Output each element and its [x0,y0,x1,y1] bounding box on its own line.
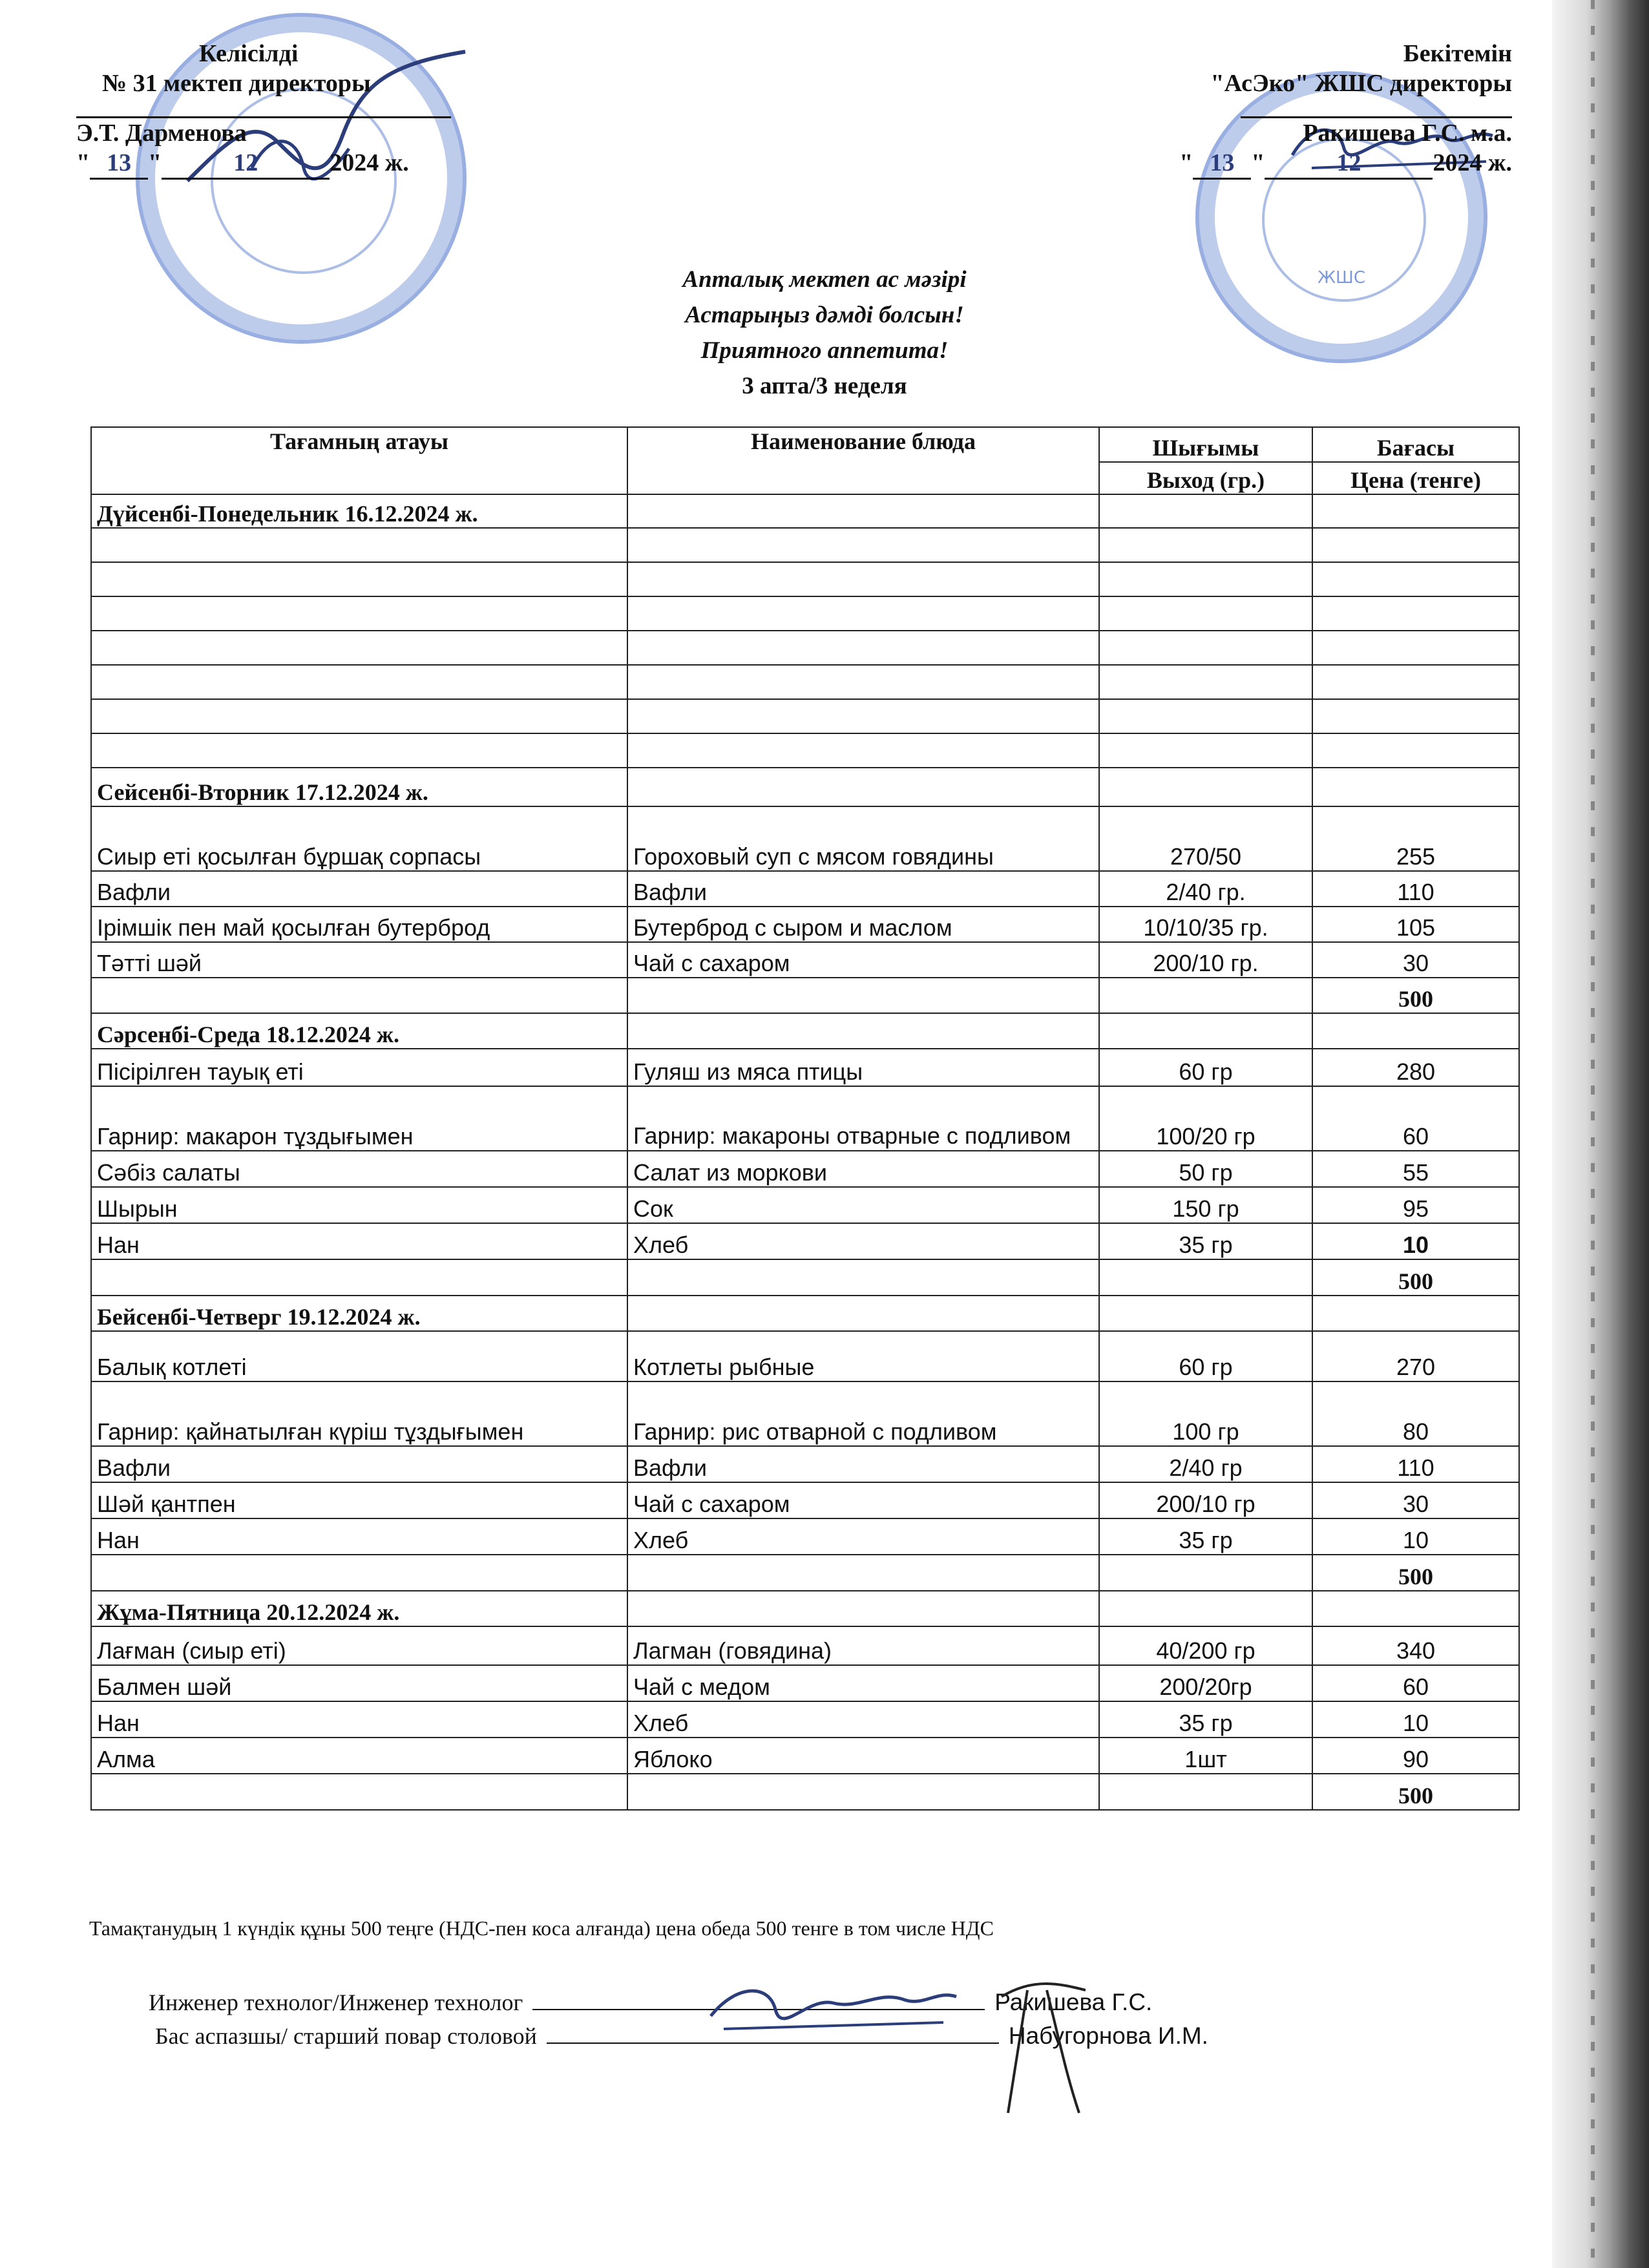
header-yield-kz: Шығымы [1099,427,1312,462]
approval-right [1111,39,1512,180]
dish-ru: Гуляш из мяса птицы [627,1049,1099,1086]
dish-price: 105 [1312,907,1519,942]
company-stamp-label: ЖШС [1318,268,1365,288]
day-total: 500 [1312,978,1519,1013]
dish-kz: Сиыр еті қосылған бұршақ сорпасы [91,806,627,871]
table-row [91,1223,1519,1259]
dish-ru: Чай с сахаром [627,1482,1099,1518]
day-label: Дүйсенбі-Понедельник 16.12.2024 ж. [91,494,627,528]
engineer-role: Инженер технолог/Инженер технолог [149,1990,523,2015]
dish-yield: 35 гр [1099,1701,1312,1738]
table-row [91,1518,1519,1555]
table-row [91,1381,1519,1446]
dish-ru: Бутерброд с сыром и маслом [627,907,1099,942]
day-row-tuesday [91,768,1519,806]
title-line-2: Астарыңыз дәмді болсын! [685,302,964,328]
table-row [91,699,1519,733]
price-footnote: Тамақтанудың 1 күндік құны 500 теңге (НДС-пен коса алғанда) цена обеда 500 тенге в том числе НДС [89,1916,994,1940]
dish-yield: 60 гр [1099,1331,1312,1381]
total-row [91,1555,1519,1591]
approval-right-position: "АсЭко" ЖШС директоры [1210,70,1512,97]
dish-ru: Гарнир: макароны отварные с подливом [627,1086,1099,1151]
day-row-wednesday [91,1013,1519,1049]
table-row [91,1701,1519,1738]
header-yield-ru: Выход (гр.) [1099,462,1312,494]
dish-kz: Гарнир: қайнатылған күріш тұздығымен [91,1381,627,1446]
dish-ru: Лагман (говядина) [627,1626,1099,1665]
dish-ru: Вафли [627,1446,1099,1482]
approval-right-title: Бекітемін [1403,40,1512,67]
dish-ru: Чай с медом [627,1665,1099,1701]
approval-right-date: " 13 " 12 2024 ж. [1111,148,1512,180]
day-row-friday [91,1591,1519,1626]
day-label: Бейсенбі-Четверг 19.12.2024 ж. [91,1296,627,1331]
dish-kz: Шәй қантпен [91,1482,627,1518]
table-row [91,1331,1519,1381]
dish-ru: Хлеб [627,1518,1099,1555]
total-row [91,1259,1519,1296]
dish-yield: 200/20гр [1099,1665,1312,1701]
approval-left [76,39,470,180]
dish-yield: 50 гр [1099,1151,1312,1187]
dish-kz: Шырын [91,1187,627,1223]
engineer-signature [698,1964,1111,2119]
engineer-name: Ракишева Г.С. [994,1989,1153,2015]
dish-ru: Салат из моркови [627,1151,1099,1187]
table-row [91,1482,1519,1518]
table-row [91,907,1519,942]
approval-left-title: Келісілді [199,40,299,67]
dish-kz: Вафли [91,871,627,907]
approval-left-position: № 31 мектеп директоры [102,70,371,97]
table-row [91,1626,1519,1665]
table-row [91,1086,1519,1151]
approval-left-name: Э.Т. Дарменова [76,120,247,147]
dish-ru: Яблоко [627,1738,1099,1774]
dish-kz: Балық котлеті [91,1331,627,1381]
table-row [91,596,1519,631]
header-kz-name: Тағамның атауы [91,427,627,494]
dish-kz: Нан [91,1701,627,1738]
day-total: 500 [1312,1259,1519,1296]
dish-price: 30 [1312,1482,1519,1518]
dish-price: 80 [1312,1381,1519,1446]
day-row-thursday [91,1296,1519,1331]
dish-ru: Сок [627,1187,1099,1223]
dish-yield: 150 гр [1099,1187,1312,1223]
menu-table [90,426,1520,1811]
title-line-1: Апталық мектеп ас мәзірі [682,266,967,293]
day-label: Жұма-Пятница 20.12.2024 ж. [91,1591,627,1626]
dish-price: 30 [1312,942,1519,978]
dish-yield: 200/10 гр [1099,1482,1312,1518]
dish-ru: Гороховый суп с мясом говядины [627,806,1099,871]
day-total: 500 [1312,1555,1519,1591]
table-row [91,1665,1519,1701]
table-row [91,562,1519,596]
dish-kz: Пісірілген тауық еті [91,1049,627,1086]
dish-price: 60 [1312,1665,1519,1701]
title-line-4: 3 апта/3 неделя [742,373,907,399]
dish-ru: Хлеб [627,1223,1099,1259]
approval-right-name: Ракишева Г.С. м.а. [1303,120,1512,147]
dish-price: 270 [1312,1331,1519,1381]
dish-yield: 60 гр [1099,1049,1312,1086]
dish-price: 110 [1312,871,1519,907]
dish-price: 95 [1312,1187,1519,1223]
day-label: Сәрсенбі-Среда 18.12.2024 ж. [91,1013,627,1049]
dish-kz: Нан [91,1223,627,1259]
dish-price: 10 [1312,1518,1519,1555]
table-row [91,1151,1519,1187]
dish-kz: Тәтті шәй [91,942,627,978]
total-row [91,978,1519,1013]
table-row [91,1738,1519,1774]
dish-ru: Чай с сахаром [627,942,1099,978]
menu-title [0,262,1649,404]
dish-ru: Хлеб [627,1701,1099,1738]
dish-kz: Балмен шәй [91,1665,627,1701]
table-row [91,733,1519,768]
header-price-kz: Бағасы [1312,427,1519,462]
dish-kz: Сәбіз салаты [91,1151,627,1187]
dish-price: 340 [1312,1626,1519,1665]
dish-price: 10 [1312,1701,1519,1738]
dish-price: 90 [1312,1738,1519,1774]
dish-kz: Нан [91,1518,627,1555]
approval-left-date: " 13 " 12 2024 ж. [76,148,470,180]
day-label: Сейсенбі-Вторник 17.12.2024 ж. [91,768,627,806]
dish-yield: 1шт [1099,1738,1312,1774]
table-row [91,528,1519,562]
dish-price: 255 [1312,806,1519,871]
header-price-ru: Цена (тенге) [1312,462,1519,494]
dish-price: 55 [1312,1151,1519,1187]
table-row [91,806,1519,871]
dish-yield: 35 гр [1099,1518,1312,1555]
dish-yield: 100 гр [1099,1381,1312,1446]
dish-yield: 270/50 [1099,806,1312,871]
dish-yield: 2/40 гр. [1099,871,1312,907]
dish-price: 10 [1312,1223,1519,1259]
cook-role: Бас аспазшы/ старший повар столовой [155,2023,537,2049]
dish-kz: Лағман (сиыр еті) [91,1626,627,1665]
table-row [91,1049,1519,1086]
day-total: 500 [1312,1774,1519,1810]
table-row [91,1446,1519,1482]
table-row [91,665,1519,699]
dish-price: 60 [1312,1086,1519,1151]
table-row [91,942,1519,978]
dish-price: 280 [1312,1049,1519,1086]
header-ru-name: Наименование блюда [627,427,1099,494]
dish-yield: 40/200 гр [1099,1626,1312,1665]
dish-yield: 10/10/35 гр. [1099,907,1312,942]
dish-ru: Вафли [627,871,1099,907]
dish-ru: Котлеты рыбные [627,1331,1099,1381]
dish-kz: Ірімшік пен май қосылған бутерброд [91,907,627,942]
dish-ru: Гарнир: рис отварной с подливом [627,1381,1099,1446]
dish-yield: 200/10 гр. [1099,942,1312,978]
dish-kz: Вафли [91,1446,627,1482]
dish-kz: Алма [91,1738,627,1774]
total-row [91,1774,1519,1810]
title-line-3: Приятного аппетита! [700,337,949,364]
dish-kz: Гарнир: макарон тұздығымен [91,1086,627,1151]
table-row [91,1187,1519,1223]
table-row [91,871,1519,907]
dish-yield: 100/20 гр [1099,1086,1312,1151]
cook-name: Набугорнова И.М. [1008,2022,1208,2049]
table-row [91,631,1519,665]
day-row-monday [91,494,1519,528]
dish-price: 110 [1312,1446,1519,1482]
dish-yield: 2/40 гр [1099,1446,1312,1482]
dish-yield: 35 гр [1099,1223,1312,1259]
